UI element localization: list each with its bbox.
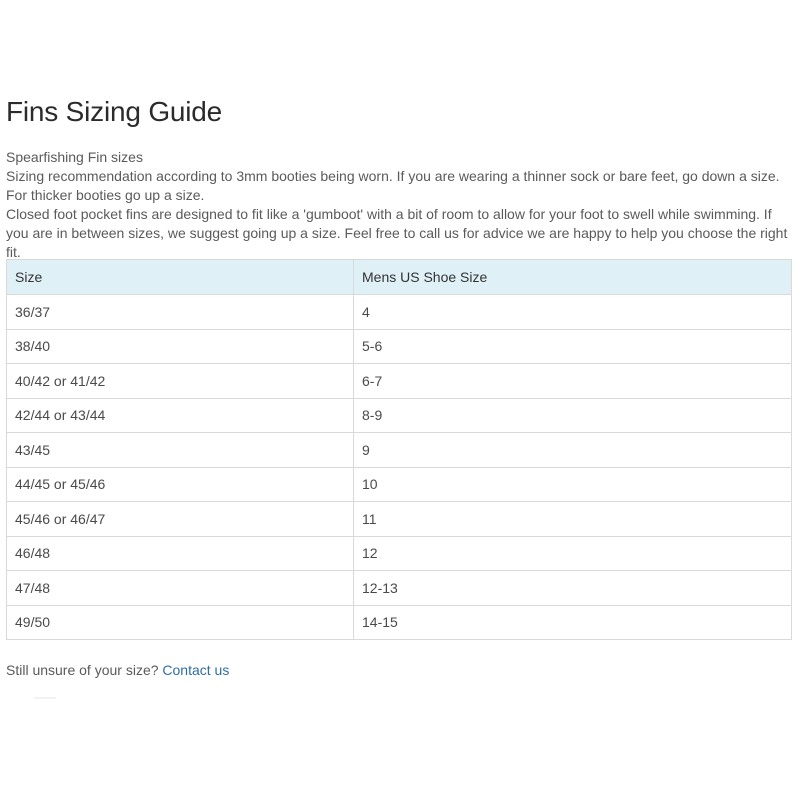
page-title: Fins Sizing Guide [6,96,223,127]
table-row [7,571,792,606]
footer-note [6,662,229,678]
footer-prompt: Still unsure of your size? [6,662,163,678]
shoe-size-cell: 11 [354,502,792,537]
shoe-size-cell: 12-13 [354,571,792,606]
size-cell: 42/44 or 43/44 [7,398,354,433]
table-row [7,295,792,330]
shoe-size-cell: 10 [354,467,792,502]
shoe-size-cell: 4 [354,295,792,330]
header-size: Size [7,260,354,295]
table-row [7,605,792,640]
table-row [7,467,792,502]
shoe-size-cell: 14-15 [354,605,792,640]
size-cell: 36/37 [7,295,354,330]
table-row [7,398,792,433]
shoe-size-cell: 5-6 [354,329,792,364]
table-row [7,364,792,399]
size-cell: 43/45 [7,433,354,468]
intro-booties-note: Sizing recommendation according to 3mm booties being worn. If you are wearing a thinner sock or bare feet, go down a size. For thicker booties go up a size. [6,168,780,203]
intro-fit-note: Closed foot pocket fins are designed to fit like a 'gumboot' with a bit of room to allow for your foot to swell while swimming. If you are in between sizes, we suggest going up a size. Feel free to call us for advice we are happy to help you choose the right fit. [6,206,788,260]
shoe-size-cell: 12 [354,536,792,571]
table-body [7,295,792,640]
size-cell: 40/42 or 41/42 [7,364,354,399]
table-header-row [7,260,792,295]
contact-us-link[interactable]: Contact us [162,662,230,678]
intro-text [6,148,792,262]
header-mens-us-shoe-size: Mens US Shoe Size [354,260,792,295]
size-cell: 46/48 [7,536,354,571]
shoe-size-cell: 6-7 [354,364,792,399]
size-cell: 44/45 or 45/46 [7,467,354,502]
decorative-divider [34,697,56,699]
shoe-size-cell: 8-9 [354,398,792,433]
intro-subtitle: Spearfishing Fin sizes [6,149,143,165]
size-cell: 38/40 [7,329,354,364]
size-cell: 49/50 [7,605,354,640]
size-cell: 47/48 [7,571,354,606]
shoe-size-cell: 9 [354,433,792,468]
sizing-table [6,259,792,640]
table-row [7,502,792,537]
table-row [7,536,792,571]
size-cell: 45/46 or 46/47 [7,502,354,537]
table-row [7,329,792,364]
table-row [7,433,792,468]
